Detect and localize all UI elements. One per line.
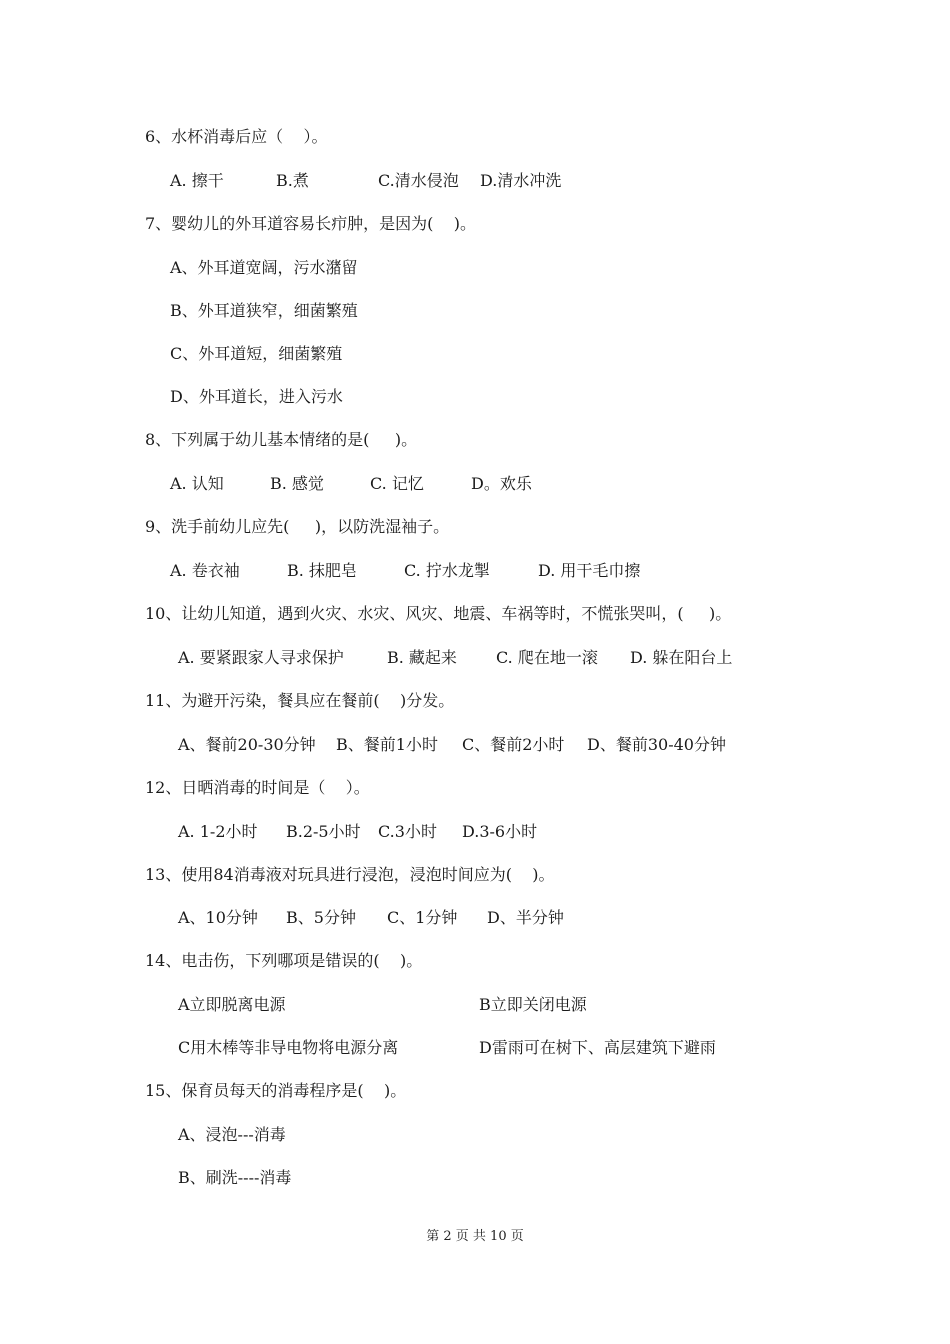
question-10-option-c: C. 爬在地一滚 (496, 648, 598, 667)
question-12-option-d: D.3-6小时 (462, 822, 538, 841)
question-13-option-a: A、10分钟 (178, 908, 258, 927)
page-number-footer: 第 2 页 共 10 页 (426, 1229, 524, 1244)
question-7-option-a: A、外耳道宽阔，污水潴留 (170, 258, 358, 277)
question-14-option-d: D雷雨可在树下、高层建筑下避雨 (479, 1038, 716, 1057)
question-9-option-c: C. 拧水龙掣 (404, 561, 490, 580)
question-11-option-c: C、餐前2小时 (462, 735, 565, 754)
question-6-option-d: D.清水冲洗 (480, 171, 562, 190)
question-10-stem: 10、让幼儿知道，遇到火灾、水灾、风灾、地震、车祸等时，不慌张哭叫，( )。 (145, 604, 732, 623)
question-9-option-a: A. 卷衣袖 (170, 561, 240, 580)
question-12-option-c: C.3小时 (378, 822, 437, 841)
question-12-stem: 12、日晒消毒的时间是（ ）。 (145, 778, 370, 797)
question-8-option-a: A. 认知 (170, 474, 224, 493)
question-14-option-b: B立即关闭电源 (479, 995, 587, 1014)
question-6-option-a: A. 擦干 (170, 171, 224, 190)
question-11-option-b: B、餐前1小时 (336, 735, 438, 754)
question-13-stem: 13、使用84消毒液对玩具进行浸泡，浸泡时间应为( )。 (145, 865, 555, 884)
question-9-option-d: D. 用干毛巾擦 (538, 561, 641, 580)
question-7-stem: 7、婴幼儿的外耳道容易长疖肿，是因为( )。 (145, 214, 477, 233)
question-9-stem: 9、洗手前幼儿应先( )，以防洗湿袖子。 (145, 517, 450, 536)
question-8-stem: 8、下列属于幼儿基本情绪的是( )。 (145, 430, 418, 449)
question-12-option-a: A. 1-2小时 (178, 822, 258, 841)
question-15-option-b: B、刷洗----消毒 (178, 1168, 292, 1187)
question-13-option-b: B、5分钟 (286, 908, 356, 927)
question-6-option-c: C.清水侵泡 (378, 171, 459, 190)
question-13-option-d: D、半分钟 (487, 908, 564, 927)
question-9-option-b: B. 抹肥皂 (287, 561, 357, 580)
question-14-option-a: A立即脱离电源 (178, 995, 286, 1014)
question-13-option-c: C、1分钟 (387, 908, 458, 927)
question-15-stem: 15、保育员每天的消毒程序是( )。 (145, 1081, 407, 1100)
question-14-option-c: C用木棒等非导电物将电源分离 (178, 1038, 399, 1057)
question-11-stem: 11、为避开污染，餐具应在餐前( )分发。 (145, 691, 455, 710)
question-15-option-a: A、浸泡---消毒 (178, 1125, 286, 1144)
question-10-option-a: A. 要紧跟家人寻求保护 (178, 648, 344, 667)
question-8-option-c: C. 记忆 (370, 474, 424, 493)
question-10-option-b: B. 藏起来 (387, 648, 457, 667)
question-11-option-a: A、餐前20-30分钟 (178, 735, 316, 754)
question-7-option-b: B、外耳道狭窄，细菌繁殖 (170, 301, 358, 320)
question-6-option-b: B.煮 (276, 171, 309, 190)
question-8-option-b: B. 感觉 (270, 474, 324, 493)
question-7-option-c: C、外耳道短，细菌繁殖 (170, 344, 343, 363)
question-11-option-d: D、餐前30-40分钟 (587, 735, 726, 754)
question-7-option-d: D、外耳道长，进入污水 (170, 387, 343, 406)
question-8-option-d: D。欢乐 (471, 474, 532, 493)
question-14-stem: 14、电击伤，下列哪项是错误的( )。 (145, 951, 423, 970)
question-6-stem: 6、水杯消毒后应（ ）。 (145, 127, 328, 146)
question-12-option-b: B.2-5小时 (286, 822, 361, 841)
question-10-option-d: D. 躲在阳台上 (630, 648, 733, 667)
